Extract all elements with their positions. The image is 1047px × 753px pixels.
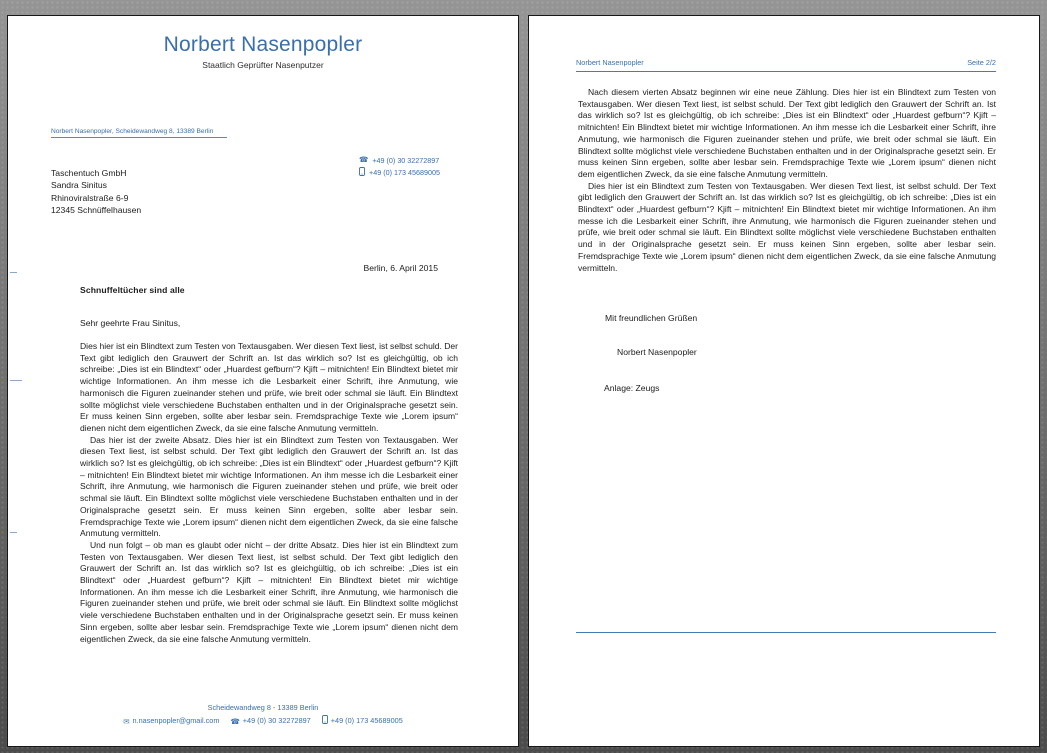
letter-body-page2 [578, 87, 996, 274]
letterhead-title: Norbert Nasenpopler [163, 33, 363, 56]
footer-contact-line [8, 715, 518, 729]
mobile-phone-icon [359, 167, 365, 178]
letter-signature: Norbert Nasenpopler [617, 347, 697, 357]
letter-body-page1 [80, 341, 458, 645]
fold-mark-top [10, 272, 17, 273]
paragraph-3: Und nun folgt – ob man es glaubt oder nicht – der dritte Absatz. Dies hier ist ein Blindtext zum Testen von Textausgaben. Wer diesen Text liest, ist selbst schuld. Der Text gibt lediglich den Grauwert der Schrift an. Ist das wirklich so? Ist es gleichgültig, ob ich schreibe: „Dies ist ein Blindtext“ oder „Huardest gefburn“? Kjift – mitnichten! Ein Blindtext bietet mir wichtige Informationen. An ihm messe ich die Lesbarkeit einer Schrift, ihre Anmutung, wie harmonisch die Figuren zueinander stehen und prüfe, wie breit oder schmal sie läuft. Ein Blindtext sollte möglichst viele verschiedene Buchstaben enthalten und in der Originalsprache gesetzt sein. Er muss keinen Sinn ergeben, sollte aber lesbar sein. Fremdsprachige Texte wie „Lorem ipsum“ dienen nicht dem eigentlichen Zweck, da sie eine falsche Anmutung vermitteln. [80, 539, 458, 644]
contact-mobile-number: +49 (0) 173 45689005 [369, 167, 440, 177]
contact-phone-number: +49 (0) 30 32272897 [372, 155, 440, 165]
footer-email: n.nasenpopler@gmail.com [132, 716, 220, 725]
footer-phone-group [230, 715, 310, 728]
recipient-street: Rhinoviralstraße 6-9 [51, 192, 129, 203]
phone-icon: ☎ [230, 716, 240, 726]
page2-footer-rule [576, 632, 996, 633]
letter-page-2 [528, 15, 1040, 747]
contact-mobile-line [359, 166, 440, 178]
paragraph-2: Das hier ist der zweite Absatz. Dies hier ist ein Blindtext zum Testen von Textausgaben. Wer diesen Text liest, ist selbst schuld. Der Text gibt lediglich den Grauwert der Schrift an. Ist das wirklich so? Ist es gleichgültig, ob ich schreibe: „Dies ist ein Blindtext“ oder „Huardest gefburn“? Kjift – mitnichten! Ein Blindtext bietet mir wichtige Informationen. An ihm messe ich die Lesbarkeit einer Schrift, ihre Anmutung, wie harmonisch die Figuren zueinander stehen und prüfe, wie breit oder schmal sie läuft. Ein Blindtext sollte möglichst viele verschiedene Buchstaben enthalten und in der Originalsprache gesetzt sein. Er muss keinen Sinn ergeben, sollte aber lesbar sein. Fremdsprachige Texte wie „Lorem ipsum“ dienen nicht dem eigentlichen Zweck, da sie eine falsche Anmutung vermitteln. [80, 434, 458, 539]
fold-mark-bottom [10, 532, 17, 533]
footer-address: Scheidewandweg 8 - 13389 Berlin [207, 703, 319, 712]
page2-header [576, 58, 996, 72]
footer-phone: +49 (0) 30 32272897 [242, 716, 311, 725]
contact-block [359, 154, 440, 178]
recipient-name: Sandra Sinitus [51, 180, 107, 191]
page2-header-name: Norbert Nasenpopler [576, 58, 644, 67]
contact-phone-line [359, 154, 440, 166]
letter-enclosure: Anlage: Zeugs [604, 383, 660, 393]
paragraph-1: Dies hier ist ein Blindtext zum Testen von Textausgaben. Wer diesen Text liest, ist selbst schuld. Der Text gibt lediglich den Grauwert der Schrift an. Ist das wirklich so? Ist es gleichgültig, ob ich schreibe: „Dies ist ein Blindtext“ oder „Huardest gefburn“? Kjift – mitnichten! Ein Blindtext bietet mir wichtige Informationen. An ihm messe ich die Lesbarkeit einer Schrift, ihre Anmutung, wie harmonisch die Figuren zueinander stehen und prüfe, wie breit oder schmal sie läuft. Ein Blindtext sollte möglichst viele verschiedene Buchstaben enthalten und in der Originalsprache gesetzt sein. Er muss keinen Sinn ergeben, sollte aber lesbar sein. Fremdsprachige Texte wie „Lorem ipsum“ dienen nicht dem eigentlichen Zweck, da sie eine falsche Anmutung vermitteln. [80, 341, 458, 433]
footer-mobile: +49 (0) 173 45689005 [330, 716, 403, 725]
mobile-phone-icon [322, 715, 328, 729]
letter-salutation: Sehr geehrte Frau Sinitus, [80, 318, 181, 328]
letter-page-1 [7, 15, 519, 747]
footer-mobile-group [322, 715, 403, 729]
paragraph-4: Nach diesem vierten Absatz beginnen wir eine neue Zählung. Dies hier ist ein Blindtext zum Testen von Textausgaben. Wer diesen Text liest, ist selbst schuld. Der Text gibt lediglich den Grauwert der Schrift an. Ist das wirklich so? Ist es gleichgültig, ob ich schreibe: „Dies ist ein Blindtext“ oder „Huardest gefburn“? Kjift – mitnichten! Ein Blindtext bietet mir wichtige Informationen. An ihm messe ich die Lesbarkeit einer Schrift, ihre Anmutung, wie harmonisch die Figuren zueinander stehen und prüfe, wie breit oder schmal sie läuft. Ein Blindtext sollte möglichst viele verschiedene Buchstaben enthalten und in der Originalsprache gesetzt sein. Er muss keinen Sinn ergeben, sollte aber lesbar sein. Fremdsprachige Texte wie „Lorem ipsum“ dienen nicht dem eigentlichen Zweck, da sie eine falsche Anmutung vermitteln. [578, 87, 996, 179]
letter-date: Berlin, 6. April 2015 [363, 263, 438, 273]
letterhead-subtitle: Staatlich Geprüfter Nasenputzer [202, 60, 324, 70]
recipient-city: 12345 Schnüffelhausen [51, 205, 142, 216]
return-address: Norbert Nasenpopler, Scheidewandweg 8, 13389 Berlin [51, 128, 227, 138]
recipient-address [51, 167, 141, 217]
footer-email-group [123, 715, 219, 728]
page1-footer [8, 702, 518, 728]
recipient-company: Taschentuch GmbH [51, 168, 127, 178]
letter-subject: Schnuffeltücher sind alle [80, 285, 185, 295]
page2-header-pagenumber: Seite 2/2 [967, 58, 996, 67]
phone-icon: ☎ [359, 155, 369, 165]
letter-closing: Mit freundlichen Grüßen [605, 313, 698, 323]
email-icon: ✉ [123, 716, 130, 726]
paragraph-5: Dies hier ist ein Blindtext zum Testen von Textausgaben. Wer diesen Text liest, ist selbst schuld. Der Text gibt lediglich den Grauwert der Schrift an. Ist das wirklich so? Ist es gleichgültig, ob ich schreibe: „Dies ist ein Blindtext“ oder „Huardest gefburn“? Kjift – mitnichten! Ein Blindtext bietet mir wichtige Informationen. An ihm messe ich die Lesbarkeit einer Schrift, ihre Anmutung, wie harmonisch die Figuren zueinander stehen und prüfe, wie breit oder schmal sie läuft. Ein Blindtext sollte möglichst viele verschiedene Buchstaben enthalten und in der Originalsprache gesetzt sein. Er muss keinen Sinn ergeben, sollte aber lesbar sein. Fremdsprachige Texte wie „Lorem ipsum“ dienen nicht dem eigentlichen Zweck, da sie eine falsche Anmutung vermitteln. [578, 180, 996, 273]
punch-mark [10, 380, 22, 381]
